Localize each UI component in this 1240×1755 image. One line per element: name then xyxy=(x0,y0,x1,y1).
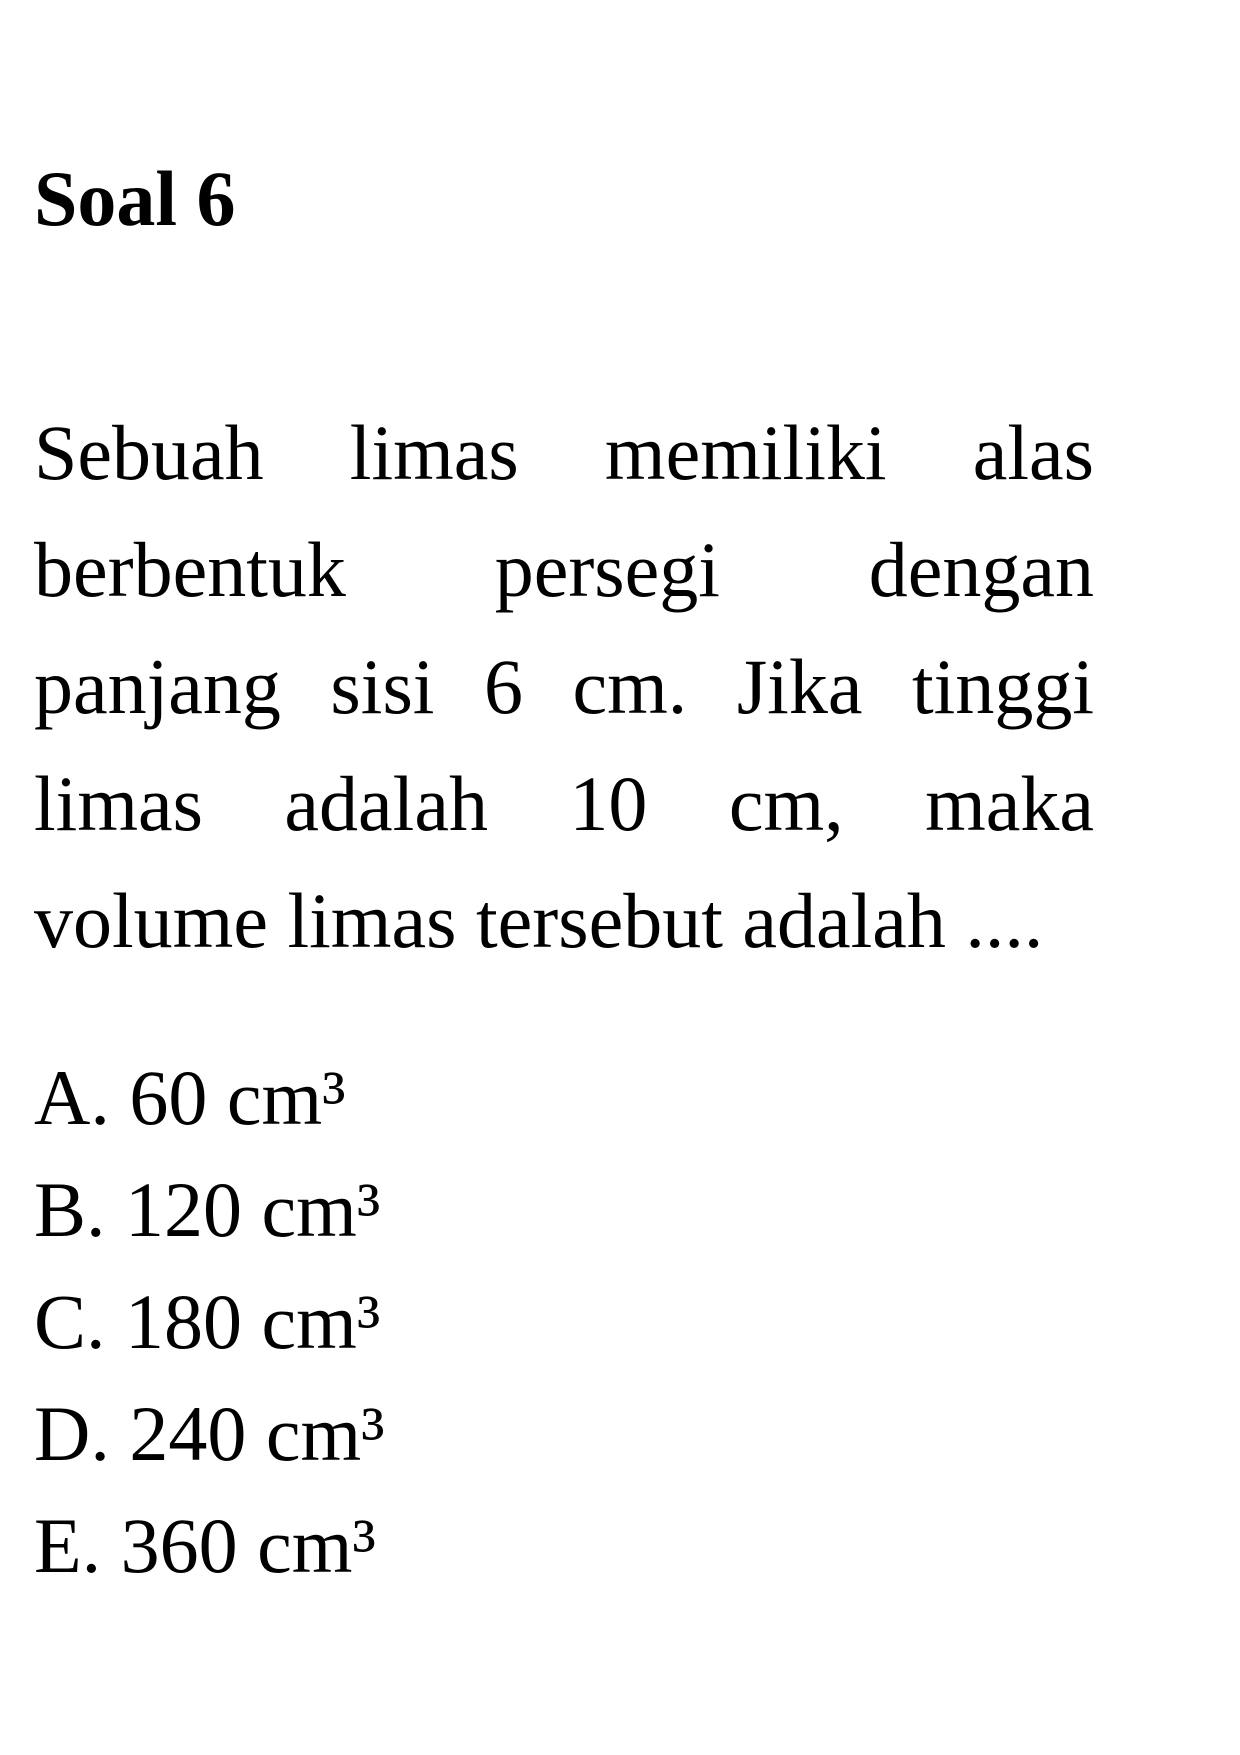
answer-options xyxy=(34,1042,385,1602)
option-c: C. 180 cm³ xyxy=(34,1278,381,1365)
question-text: Sebuah limas memiliki alas berbentuk persegi dengan panjang sisi 6 cm. Jika tinggi limas adalah 10 cm, maka volume limas tersebut adalah .... xyxy=(34,409,1094,964)
question-title: Soal 6 xyxy=(34,155,236,242)
option-b: B. 120 cm³ xyxy=(34,1166,381,1253)
option-d: D. 240 cm³ xyxy=(34,1390,385,1477)
option-a: A. 60 cm³ xyxy=(34,1054,346,1141)
option-e: E. 360 cm³ xyxy=(34,1502,376,1589)
